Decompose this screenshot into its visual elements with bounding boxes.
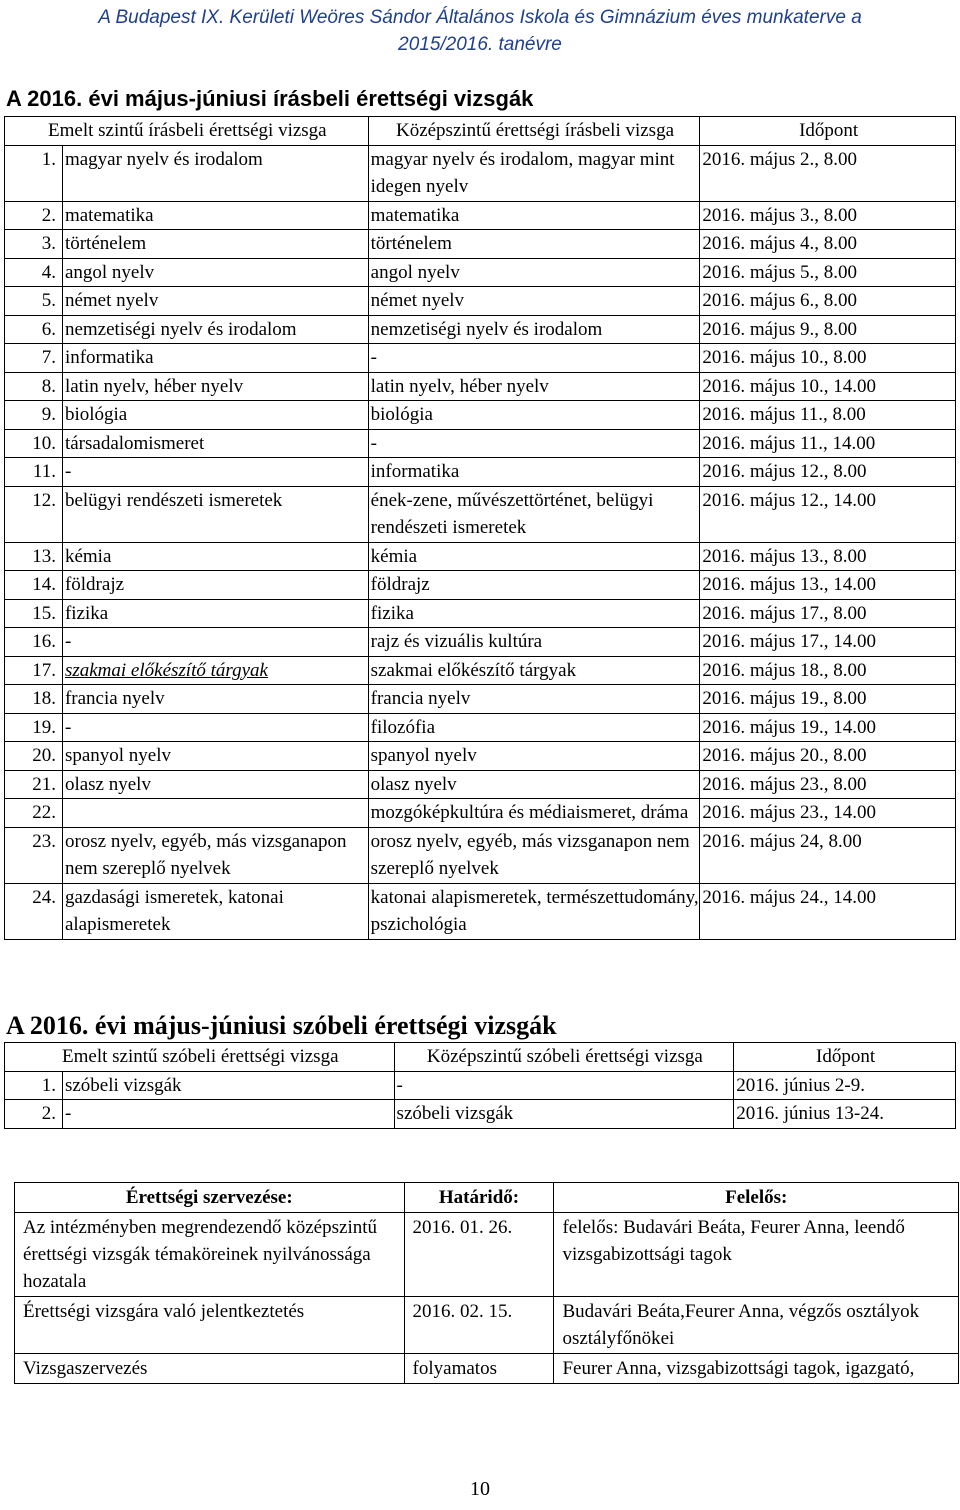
exam-time: 2016. május 2., 8.00 [700,145,956,201]
org-task: Érettségi vizsgára való jelentkeztetés [15,1297,405,1354]
row-number: 2. [5,201,63,230]
org-responsible: felelős: Budavári Beáta, Feurer Anna, leendő vizsgabizottsági tagok [554,1213,959,1297]
written-row [5,742,956,771]
kozep-subject: földrajz [368,571,700,600]
row-number: 19. [5,713,63,742]
kozep-subject: latin nyelv, héber nyelv [368,372,700,401]
written-row [5,344,956,373]
written-row [5,883,956,939]
written-row [5,599,956,628]
org-deadline: 2016. 01. 26. [404,1213,554,1297]
written-header-emelt: Emelt szintű írásbeli érettségi vizsga [5,117,369,146]
oral-time: 2016. június 2-9. [734,1071,956,1100]
emelt-subject: angol nyelv [62,258,368,287]
kozep-subject: - [368,344,700,373]
kozep-subject: biológia [368,401,700,430]
row-number: 5. [5,287,63,316]
exam-time: 2016. május 6., 8.00 [700,287,956,316]
emelt-subject: belügyi rendészeti ismeretek [62,486,368,542]
written-row [5,458,956,487]
written-header-kozep: Középszintű érettségi írásbeli vizsga [368,117,700,146]
emelt-subject: társadalomismeret [62,429,368,458]
kozep-subject: olasz nyelv [368,770,700,799]
exam-time: 2016. május 19., 8.00 [700,685,956,714]
emelt-subject: magyar nyelv és irodalom [62,145,368,201]
emelt-subject: kémia [62,542,368,571]
organization-row [15,1297,959,1354]
row-number: 14. [5,571,63,600]
written-row [5,770,956,799]
exam-time: 2016. május 19., 14.00 [700,713,956,742]
kozep-subject: spanyol nyelv [368,742,700,771]
page-number: 10 [470,1478,490,1500]
written-row [5,201,956,230]
kozep-subject: magyar nyelv és irodalom, magyar mint idegen nyelv [368,145,700,201]
written-row [5,145,956,201]
oral-exams-table [4,1042,956,1129]
header-line-2: 2015/2016. tanévre [398,34,562,55]
row-number: 18. [5,685,63,714]
kozep-subject: filozófia [368,713,700,742]
organization-header-row [15,1183,959,1213]
emelt-subject: földrajz [62,571,368,600]
emelt-subject [62,799,368,828]
exam-time: 2016. május 24., 14.00 [700,883,956,939]
oral-row [5,1100,956,1129]
oral-time: 2016. június 13-24. [734,1100,956,1129]
written-row [5,656,956,685]
written-header-row [5,117,956,146]
emelt-subject: gazdasági ismeretek, katonai alapismeretek [62,883,368,939]
kozep-subject: - [368,429,700,458]
exam-time: 2016. május 20., 8.00 [700,742,956,771]
exam-time: 2016. május 17., 8.00 [700,599,956,628]
row-number: 15. [5,599,63,628]
written-row [5,287,956,316]
org-deadline: 2016. 02. 15. [404,1297,554,1354]
organization-row [15,1354,959,1384]
emelt-subject: - [62,713,368,742]
row-number: 23. [5,827,63,883]
kozep-oral: - [394,1071,734,1100]
row-number: 21. [5,770,63,799]
written-row [5,372,956,401]
emelt-subject: német nyelv [62,287,368,316]
org-header-task: Érettségi szervezése: [15,1183,405,1213]
emelt-subject: francia nyelv [62,685,368,714]
kozep-oral: szóbeli vizsgák [394,1100,734,1129]
org-responsible: Budavári Beáta,Feurer Anna, végzős osztályok osztályfőnökei [554,1297,959,1354]
written-header-time: Időpont [700,117,956,146]
emelt-oral: - [62,1100,394,1129]
row-number: 2. [5,1100,63,1129]
kozep-subject: kémia [368,542,700,571]
org-responsible: Feurer Anna, vizsgabizottsági tagok, igazgató, [554,1354,959,1384]
row-number: 10. [5,429,63,458]
kozep-subject: rajz és vizuális kultúra [368,628,700,657]
written-row [5,429,956,458]
row-number: 4. [5,258,63,287]
oral-header-emelt: Emelt szintű szóbeli érettségi vizsga [5,1043,395,1072]
exam-time: 2016. május 18., 8.00 [700,656,956,685]
emelt-oral: szóbeli vizsgák [62,1071,394,1100]
exam-time: 2016. május 11., 8.00 [700,401,956,430]
written-row [5,230,956,259]
written-row [5,713,956,742]
oral-row [5,1071,956,1100]
exam-time: 2016. május 24, 8.00 [700,827,956,883]
written-row [5,542,956,571]
kozep-subject: francia nyelv [368,685,700,714]
written-exams-title: A 2016. évi május-júniusi írásbeli érettségi vizsgák [6,86,534,111]
row-number: 6. [5,315,63,344]
written-row [5,827,956,883]
written-row [5,628,956,657]
header-line-1: A Budapest IX. Kerületi Weöres Sándor Általános Iskola és Gimnázium éves munkaterve a [98,7,862,28]
emelt-subject: spanyol nyelv [62,742,368,771]
written-row [5,486,956,542]
emelt-subject: orosz nyelv, egyéb, más vizsganapon nem szereplő nyelvek [62,827,368,883]
written-row [5,685,956,714]
kozep-subject: német nyelv [368,287,700,316]
emelt-subject: matematika [62,201,368,230]
kozep-subject: szakmai előkészítő tárgyak [368,656,700,685]
written-row [5,799,956,828]
row-number: 13. [5,542,63,571]
exam-time: 2016. május 12., 14.00 [700,486,956,542]
written-row [5,258,956,287]
kozep-subject: angol nyelv [368,258,700,287]
exam-time: 2016. május 23., 8.00 [700,770,956,799]
exam-time: 2016. május 10., 8.00 [700,344,956,373]
kozep-subject: fizika [368,599,700,628]
emelt-subject: informatika [62,344,368,373]
kozep-subject: mozgóképkultúra és médiaismeret, dráma [368,799,700,828]
row-number: 8. [5,372,63,401]
kozep-subject: matematika [368,201,700,230]
exam-time: 2016. május 12., 8.00 [700,458,956,487]
oral-exams-title: A 2016. évi május-júniusi szóbeli érettségi vizsgák [6,1011,557,1040]
row-number: 24. [5,883,63,939]
exam-time: 2016. május 10., 14.00 [700,372,956,401]
row-number: 1. [5,145,63,201]
row-number: 3. [5,230,63,259]
emelt-subject: biológia [62,401,368,430]
written-row [5,571,956,600]
emelt-subject: - [62,458,368,487]
oral-header-time: Időpont [734,1043,956,1072]
kozep-subject: katonai alapismeretek, természettudomány, pszichológia [368,883,700,939]
exam-time: 2016. május 23., 14.00 [700,799,956,828]
row-number: 1. [5,1071,63,1100]
exam-time: 2016. május 9., 8.00 [700,315,956,344]
row-number: 12. [5,486,63,542]
exam-time: 2016. május 4., 8.00 [700,230,956,259]
document-header [0,4,960,58]
row-number: 22. [5,799,63,828]
kozep-subject: nemzetiségi nyelv és irodalom [368,315,700,344]
emelt-subject: fizika [62,599,368,628]
written-row [5,315,956,344]
emelt-subject: nemzetiségi nyelv és irodalom [62,315,368,344]
org-header-deadline: Határidő: [404,1183,554,1213]
emelt-subject: olasz nyelv [62,770,368,799]
written-exams-table [4,116,956,940]
oral-header-row [5,1043,956,1072]
row-number: 16. [5,628,63,657]
org-task: Vizsgaszervezés [15,1354,405,1384]
kozep-subject: orosz nyelv, egyéb, más vizsganapon nem szereplő nyelvek [368,827,700,883]
kozep-subject: történelem [368,230,700,259]
exam-time: 2016. május 17., 14.00 [700,628,956,657]
org-header-responsible: Felelős: [554,1183,959,1213]
exam-time: 2016. május 3., 8.00 [700,201,956,230]
row-number: 11. [5,458,63,487]
exam-time: 2016. május 5., 8.00 [700,258,956,287]
row-number: 20. [5,742,63,771]
written-row [5,401,956,430]
emelt-subject: - [62,628,368,657]
oral-header-kozep: Középszintű szóbeli érettségi vizsga [394,1043,734,1072]
emelt-subject: történelem [62,230,368,259]
exam-time: 2016. május 13., 8.00 [700,542,956,571]
org-deadline: folyamatos [404,1354,554,1384]
row-number: 9. [5,401,63,430]
organization-row [15,1213,959,1297]
emelt-subject: latin nyelv, héber nyelv [62,372,368,401]
row-number: 7. [5,344,63,373]
exam-time: 2016. május 11., 14.00 [700,429,956,458]
exam-time: 2016. május 13., 14.00 [700,571,956,600]
kozep-subject: ének-zene, művészettörténet, belügyi rendészeti ismeretek [368,486,700,542]
organization-table [14,1182,959,1384]
emelt-subject: szakmai előkészítő tárgyak [62,656,368,685]
org-task: Az intézményben megrendezendő középszintű érettségi vizsgák témaköreinek nyilvánossága hozatala [15,1213,405,1297]
kozep-subject: informatika [368,458,700,487]
row-number: 17. [5,656,63,685]
